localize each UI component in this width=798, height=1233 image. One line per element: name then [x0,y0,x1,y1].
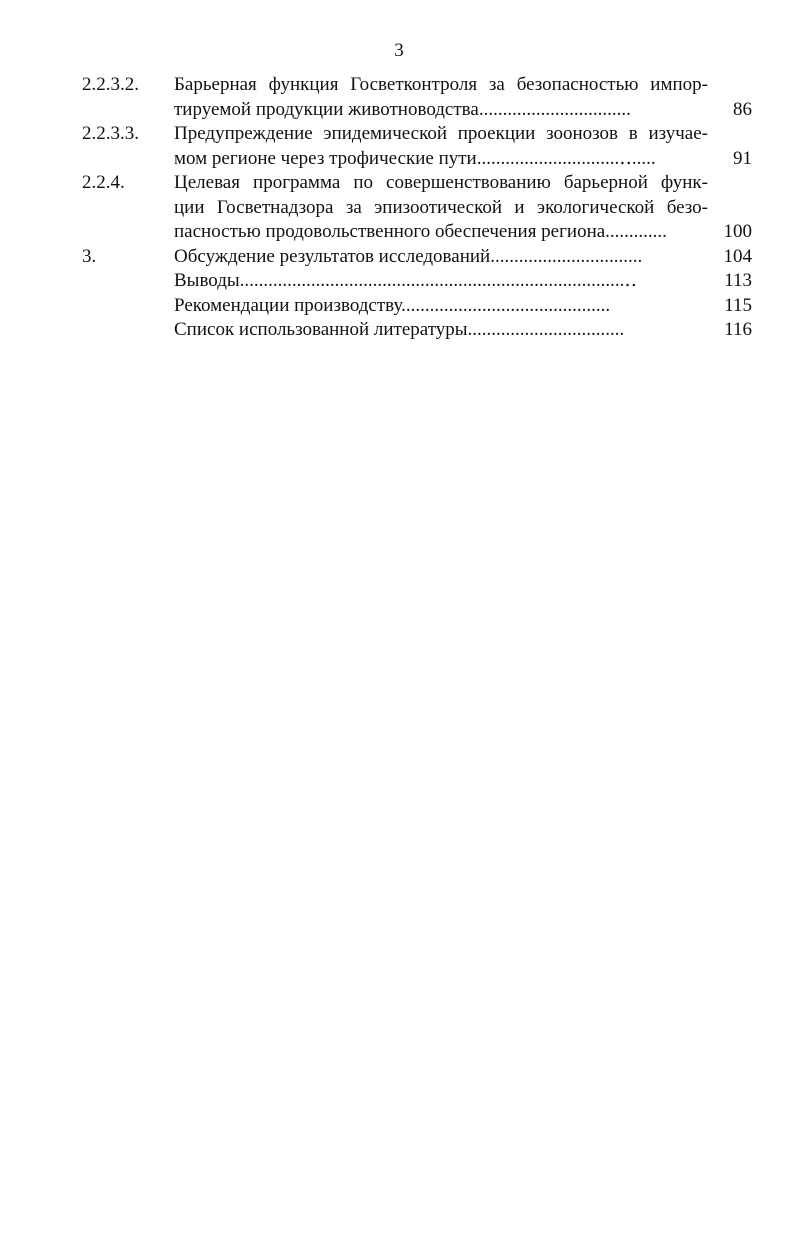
toc-entry-page: 113 [724,270,752,291]
toc-entry-text: Список использованной литературы................................. [174,319,625,340]
toc-entry [82,122,752,171]
toc-entry [82,318,752,343]
toc-entry-page: 100 [723,221,752,242]
toc-entry-text: ции Госветнадзора за эпизоотической и экологической безо- [174,196,708,218]
toc-entry [82,269,752,294]
toc-entry-page: 115 [724,294,752,316]
toc-entry-page: 104 [723,245,752,267]
toc-entry-number: 3. [82,245,97,267]
toc-entry [82,245,752,270]
toc-entry-text: мом регионе через трофические пути..............................‥..... [174,147,656,169]
toc-entry-text: тируемой продукции животноводства................................ [174,98,631,120]
toc-entry-number: 2.2.4. [82,172,125,193]
page-number: 3 [394,40,404,61]
toc-entry-text: Выводы.................................................................................‥ [174,270,638,291]
toc-entry-text: Целевая программа по совершенствованию барьерной функ- [174,172,708,193]
toc-entry-page: 91 [733,147,752,169]
toc-entry-text: пасностью продовольственного обеспечения региона............. [174,221,667,242]
toc-entry [82,73,752,122]
table-of-contents [82,73,752,343]
toc-entry-text: Барьерная функция Госветконтроля за безопасностью импор- [174,74,708,95]
toc-entry [82,294,752,319]
toc-entry-text: Рекомендации производству............................................ [174,294,611,316]
toc-entry [82,171,752,245]
toc-entry-number: 2.2.3.3. [82,123,139,144]
toc-entry-text: Обсуждение результатов исследований................................ [174,245,643,267]
toc-entry-text: Предупреждение эпидемической проекции зоонозов в изучае- [174,123,708,144]
toc-entry-page: 86 [733,98,752,120]
toc-entry-page: 116 [724,319,752,340]
toc-entry-number: 2.2.3.2. [82,74,139,95]
